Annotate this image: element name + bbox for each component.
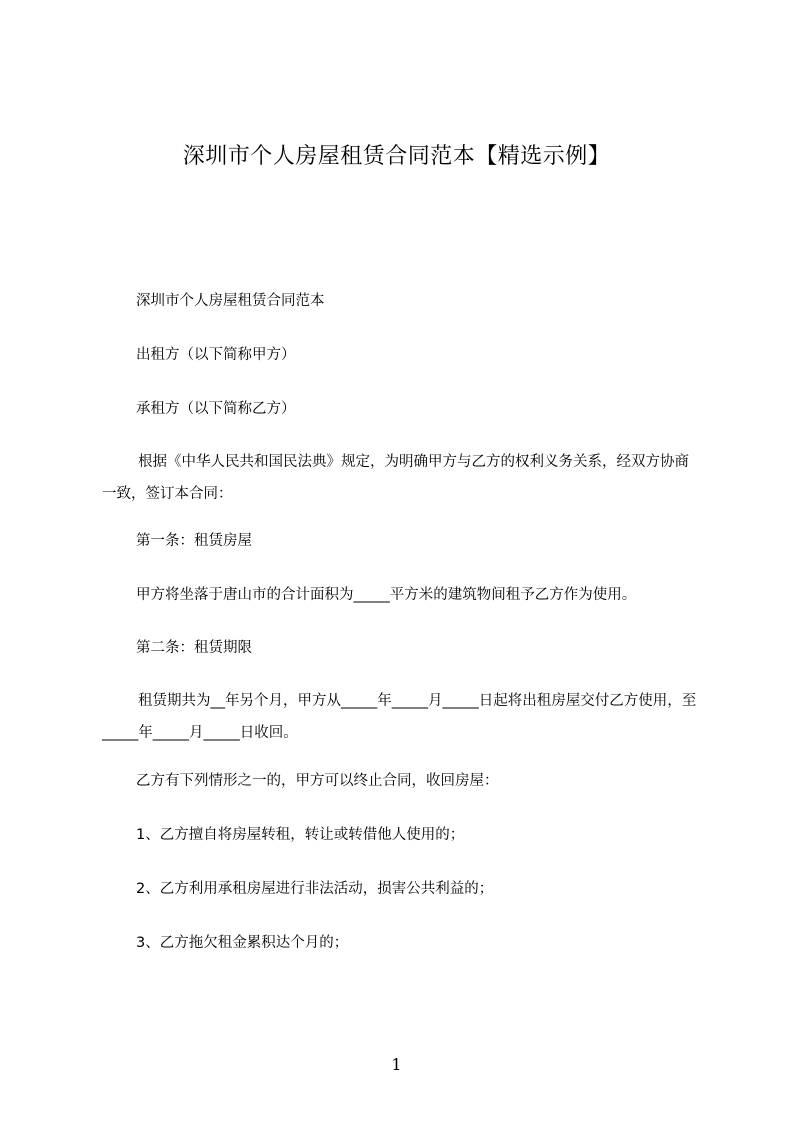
list-item-condition-1: 1、乙方擅自将房屋转租，转让或转借他人使用的； — [136, 827, 465, 843]
document-title: 深圳市个人房屋租赁合同范本【精选示例】 — [182, 144, 611, 169]
paragraph-article-2-body: 租赁期共为__年另个月，甲方从_____年_____月_____日起将出租房屋交付乙方使用，至_____年_____月_____日收回。 — [102, 693, 697, 741]
paragraph-subtitle: 深圳市个人房屋租赁合同范本 — [136, 293, 325, 309]
paragraph-preamble: 根据《中华人民共和国民法典》规定，为明确甲方与乙方的权利义务关系，经双方协商一致，签订本合同： — [102, 454, 689, 502]
paragraph-lessor: 出租方（以下简称甲方） — [136, 347, 296, 363]
paragraph-article-1-heading: 第一条：租赁房屋 — [136, 533, 252, 549]
page-number: 1 — [391, 1055, 402, 1074]
paragraph-termination-conditions: 乙方有下列情形之一的，甲方可以终止合同，收回房屋： — [136, 773, 499, 789]
list-item-condition-3: 3、乙方拖欠租金累积达个月的； — [136, 935, 349, 951]
paragraph-article-2-heading: 第二条：租赁期限 — [136, 640, 252, 656]
paragraph-lessee: 承租方（以下简称乙方） — [136, 401, 296, 417]
paragraph-article-1-body: 甲方将坐落于唐山市的合计面积为_____平方米的建筑物间租予乙方作为使用。 — [136, 587, 637, 603]
list-item-condition-2: 2、乙方利用承租房屋进行非法活动，损害公共利益的； — [136, 881, 494, 897]
